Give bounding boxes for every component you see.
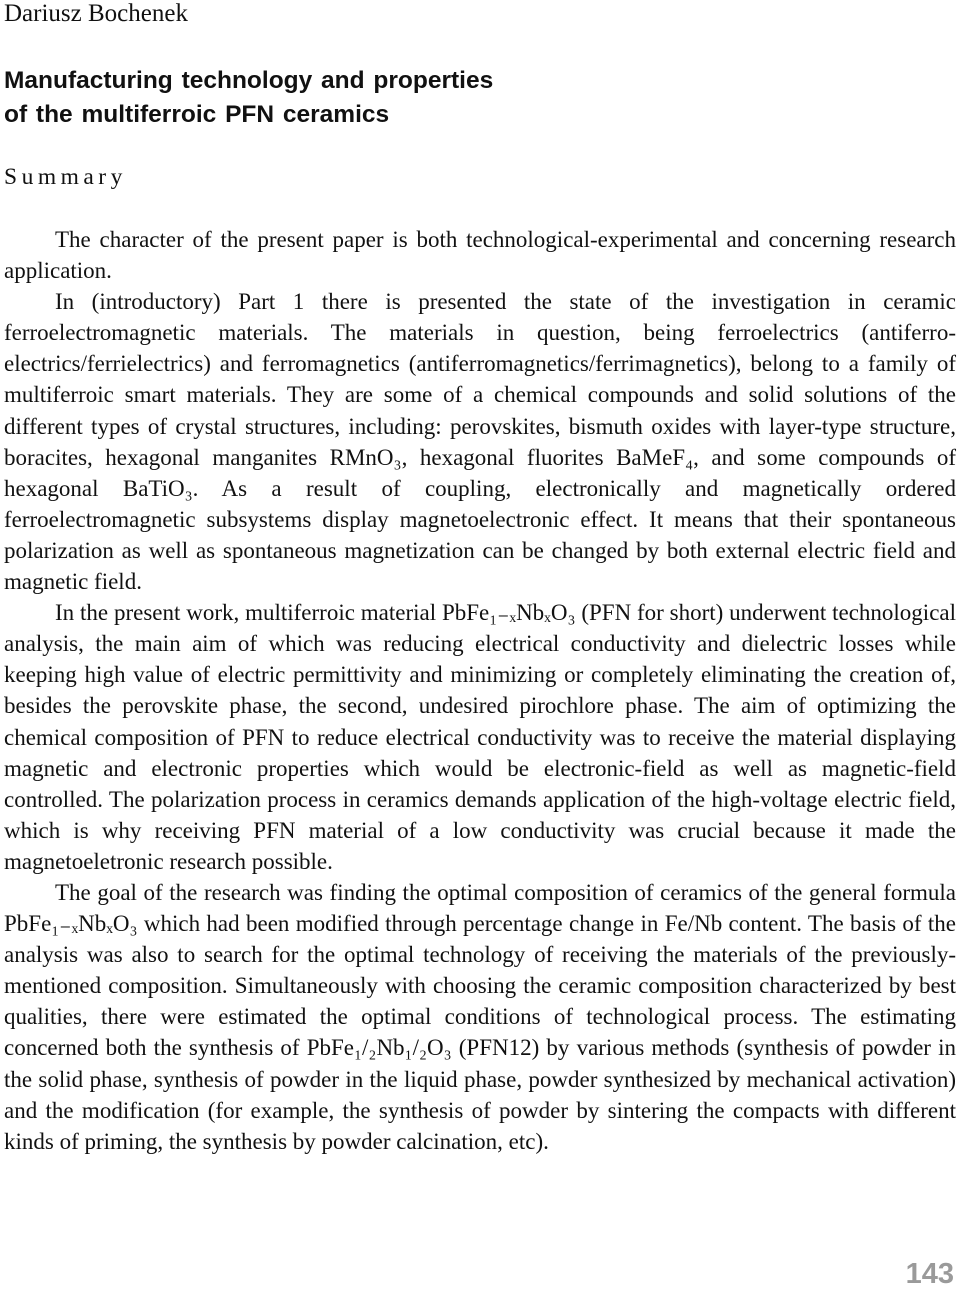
paragraph-4: The goal of the research was finding the optimal composition of ceramics of the general formula PbFe₁₋ₓNbₓO₃ which had been modified through percentage change in Fe/Nb content. The basis of the analysis was also to search for the optimal technology of receiving the materials of the previously-mentioned composition. Simultaneously with choosing the ceramic composition characterized by best qualities, there were estimated the optimal conditions of technological process. The estimating concerned both the synthesis of PbFe₁/₂Nb₁/₂O₃ (PFN12) by various methods (synthesis of powder in the solid phase, synthesis of powder in the liquid phase, powder synthesized by mechanical activation) and the modification (for example, the synthesis of powder by sintering the compacts with different kinds of priming, the synthesis by powder calcination, etc). xyxy=(4,879,956,1154)
paragraph-1: The character of the present paper is both technological-experimental and concerning research application. xyxy=(4,227,956,284)
paper-title xyxy=(4,64,704,132)
author-name: Dariusz Bochenek xyxy=(4,0,188,27)
summary-heading: Summary xyxy=(4,164,127,190)
paragraph-2: In (introductory) Part 1 there is presented the state of the investigation in ceramic ferroelectromagnetic materials. The materials in question, being ferroelectrics (antiferroelectrics/ferrielectrics) and ferromagnetics (antiferromagnetics/ferrimagnetics), belong to a family of multiferroic smart materials. They are some of a chemical compounds and solid solutions of the different types of crystal structures, including: perovskites, bismuth oxides with layer-type structure, boracites, hexagonal manganites RMnO₃, hexagonal fluorites BaMeF₄, and some compounds of hexagonal BaTiO₃. As a result of coupling, electronically and magnetically ordered ferroelectromagnetic subsystems display magnetoelectronic effect. It means that their spontaneous polarization as well as spontaneous magnetization can be changed by both external electric field and magnetic field. xyxy=(4,289,956,595)
summary-body xyxy=(4,224,956,1157)
paper-title-line-2: of the multiferroic PFN ceramics xyxy=(4,101,390,128)
page-number: 143 xyxy=(905,1258,954,1290)
paper-title-line-1: Manufacturing technology and properties xyxy=(4,67,494,94)
paragraph-3: In the present work, multiferroic material PbFe₁₋ₓNbₓO₃ (PFN for short) underwent technological analysis, the main aim of which was reducing electrical conductivity and dielectric losses while keeping high value of electric permittivity and minimizing or completely eliminating the creation of, besides the perovskite phase, the second, undesired pirochlore phase. The aim of optimizing the chemical composition of PFN to reduce electrical conductivity was to receive the material displaying magnetic and electronic properties which would be electronic-field as well as magnetic-field controlled. The polarization process in ceramics demands application of the high-voltage electric field, which is why receiving PFN material of a low conductivity was crucial because it made the magnetoeletronic research possible. xyxy=(4,600,956,874)
